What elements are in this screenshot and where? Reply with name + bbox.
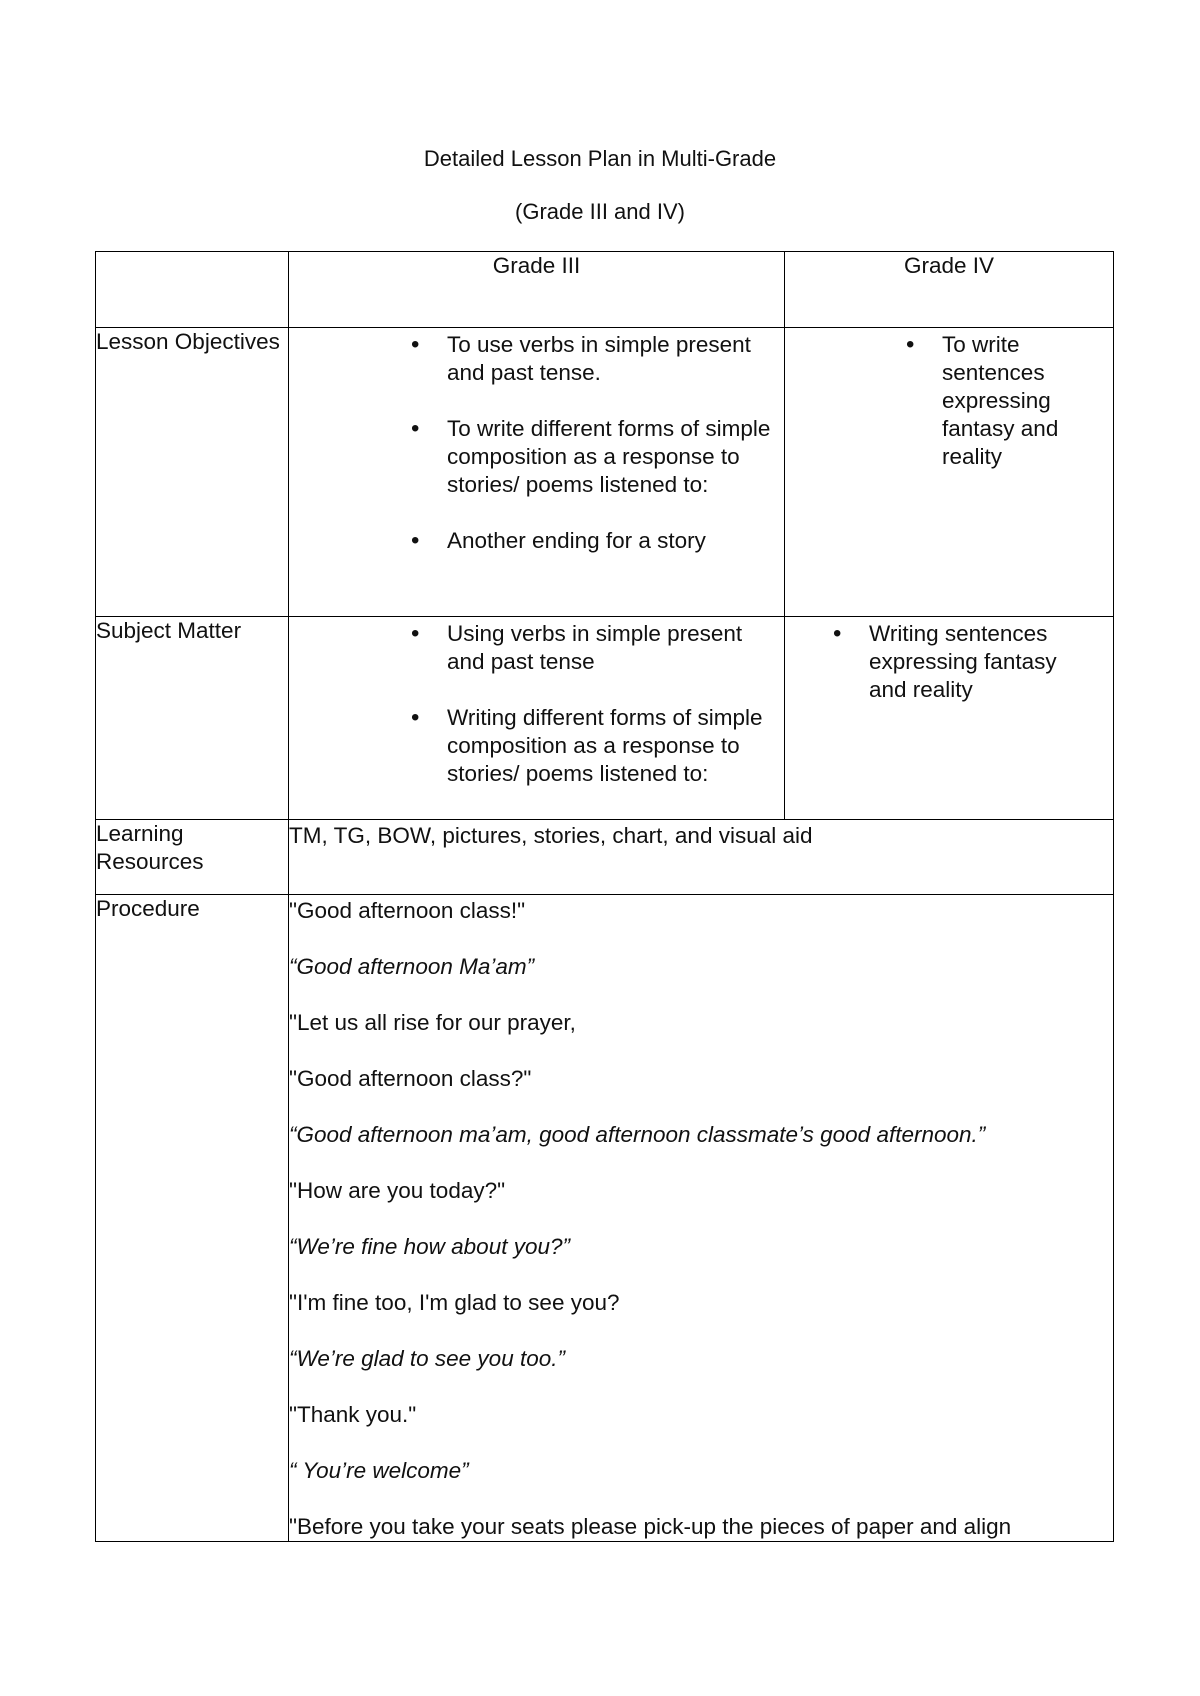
objectives-grade4-list (942, 331, 1103, 471)
procedure-line: “Good afternoon ma’am, good afternoon classmate’s good afternoon.” (289, 1122, 986, 1147)
procedure-row (96, 895, 1114, 1542)
objectives-grade4-cell (785, 328, 1114, 617)
list-item: • To write different forms of simple composition as a response to stories/ poems listened to: (447, 415, 774, 499)
header-grade3: Grade III (289, 252, 785, 328)
procedure-line: "How are you today?" (289, 1178, 506, 1203)
document-title: Detailed Lesson Plan in Multi-Grade (423, 146, 777, 171)
resources-label: Learning Resources (96, 820, 289, 895)
subject-matter-label: Subject Matter (96, 617, 289, 820)
header-blank-cell (96, 252, 289, 328)
procedure-cell (289, 895, 1114, 1542)
subject-matter-row (96, 617, 1114, 820)
subject-matter-grade3-list (447, 620, 774, 788)
resources-value: TM, TG, BOW, pictures, stories, chart, and visual aid (289, 820, 1114, 895)
procedure-line: “Good afternoon Ma’am” (289, 954, 535, 979)
header-grade4: Grade IV (785, 252, 1114, 328)
procedure-line: "Good afternoon class?" (289, 1066, 532, 1091)
procedure-line: "I'm fine too, I'm glad to see you? (289, 1290, 620, 1315)
procedure-line: “We’re glad to see you too.” (289, 1346, 565, 1371)
procedure-line: "Thank you." (289, 1402, 417, 1427)
procedure-line: "Let us all rise for our prayer, (289, 1010, 576, 1035)
objectives-label: Lesson Objectives (96, 328, 289, 617)
header-row (96, 252, 1114, 328)
objectives-grade3-list (447, 331, 774, 555)
list-item: • To use verbs in simple present and past tense. (447, 331, 774, 387)
objectives-row (96, 328, 1114, 617)
lesson-plan-table (95, 251, 1114, 1542)
list-item: • Writing different forms of simple composition as a response to stories/ poems listened to: (447, 704, 774, 788)
subject-matter-grade4-cell (785, 617, 1114, 820)
procedure-line: “We’re fine how about you?” (289, 1234, 570, 1259)
procedure-line: "Before you take your seats please pick-up the pieces of paper and align (289, 1514, 1012, 1539)
list-item: • To write sentences expressing fantasy and reality (942, 331, 1103, 471)
document-subtitle: (Grade III and IV) (515, 199, 685, 224)
procedure-line: “ You’re welcome” (289, 1458, 469, 1483)
list-item: • Writing sentences expressing fantasy and reality (869, 620, 1093, 704)
subject-matter-grade3-cell (289, 617, 785, 820)
procedure-line: "Good afternoon class!" (289, 898, 526, 923)
objectives-grade3-cell (289, 328, 785, 617)
list-item: • Another ending for a story (447, 527, 774, 555)
subject-matter-grade4-list (869, 620, 1093, 704)
procedure-label: Procedure (96, 895, 289, 1542)
resources-row (96, 820, 1114, 895)
list-item: • Using verbs in simple present and past tense (447, 620, 774, 676)
